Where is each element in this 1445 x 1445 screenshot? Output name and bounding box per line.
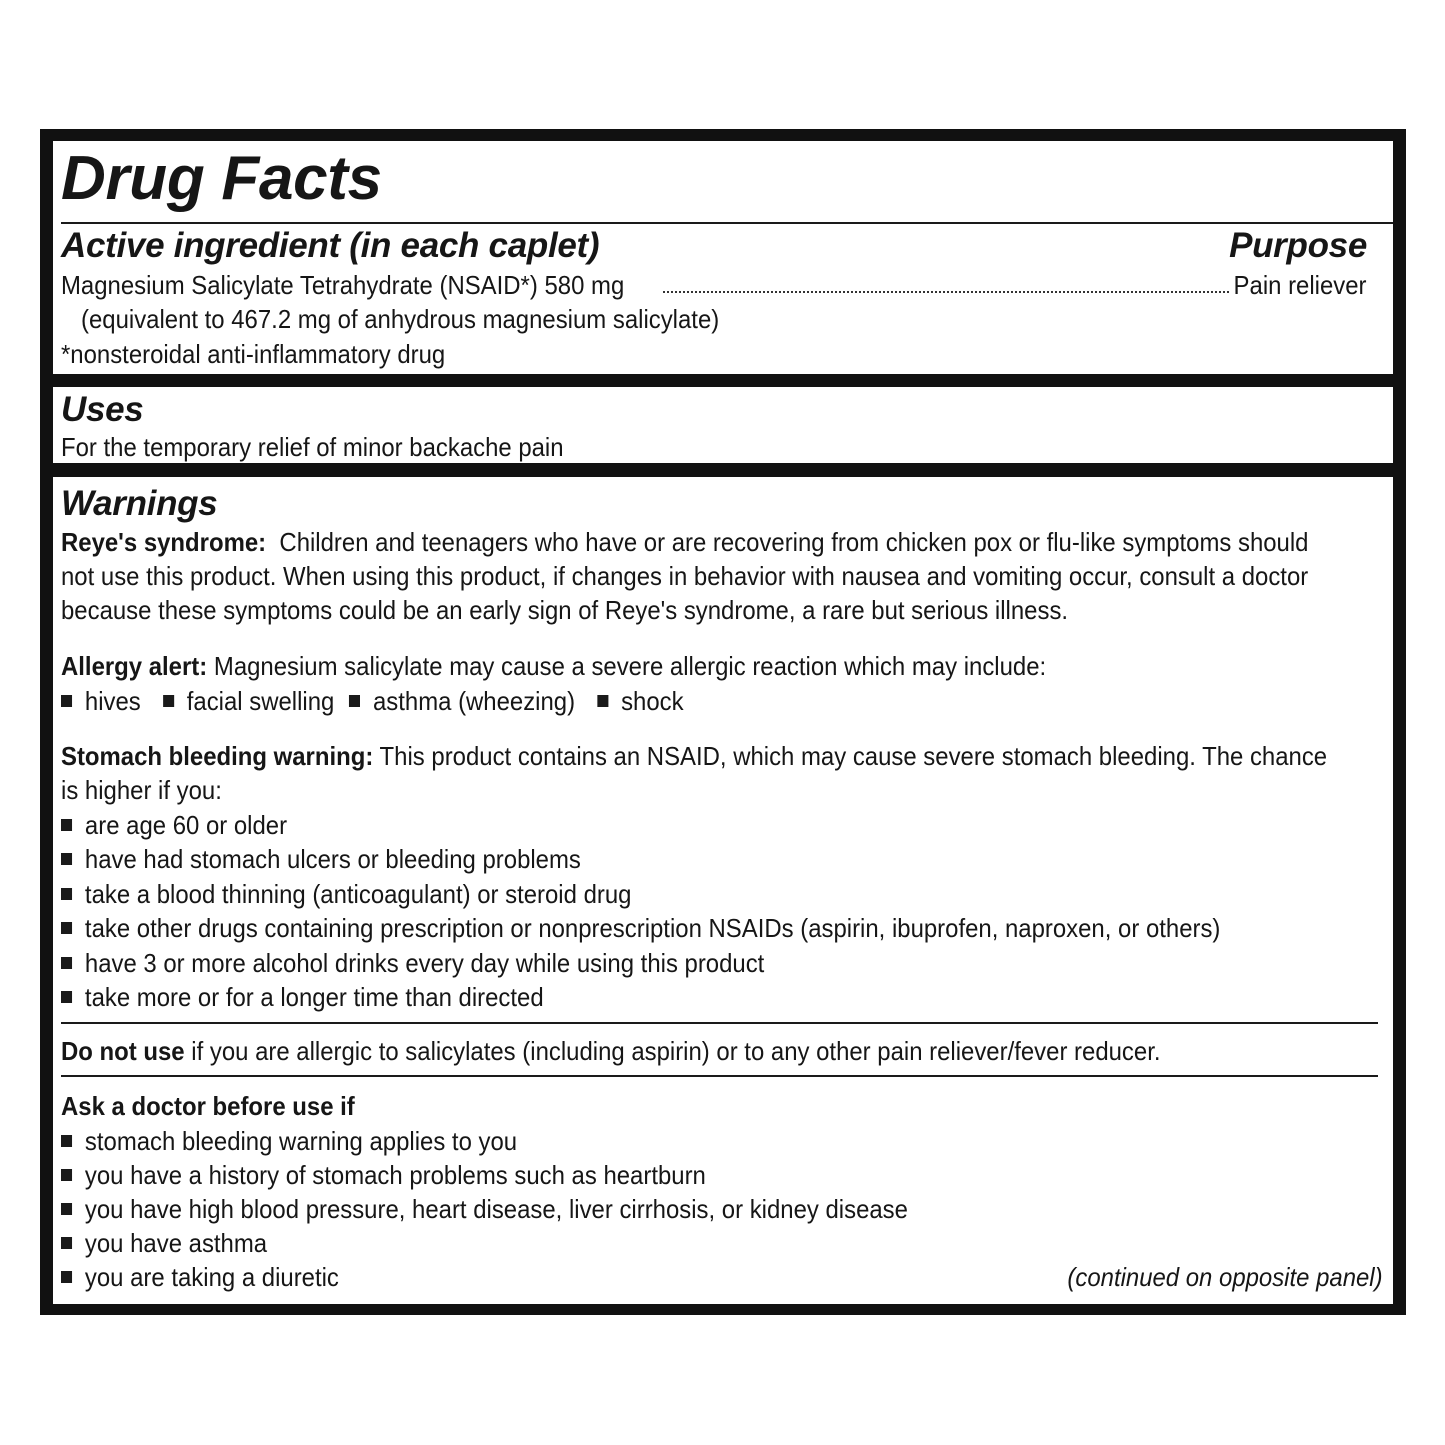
purpose-heading: Purpose — [1229, 226, 1367, 265]
allergy-items — [61, 684, 684, 718]
list-item: shock — [621, 686, 684, 716]
do-not-use: Do not use if you are allergic to salicylates (including aspirin) or to any other pain reliever/fever reducer. — [61, 1036, 1161, 1066]
nsaid-footnote: *nonsteroidal anti-inflammatory drug — [61, 339, 446, 369]
reyes-line-3: because these symptoms could be an early sign of Reye's syndrome, a rare but serious illness. — [61, 595, 1069, 625]
list-item: have 3 or more alcohol drinks every day while using this product — [61, 946, 764, 980]
bullet-icon — [61, 922, 72, 934]
drug-facts-label — [40, 129, 1406, 1315]
bullet-icon — [61, 819, 72, 831]
stomach-warning-line-1: Stomach bleeding warning: This product contains an NSAID, which may cause severe stomach bleeding. The chance — [61, 741, 1328, 771]
list-item: take a blood thinning (anticoagulant) or steroid drug — [61, 877, 631, 911]
do-not-use-label: Do not use — [61, 1036, 185, 1066]
title-divider — [61, 222, 1393, 224]
list-item: you are taking a diuretic — [61, 1260, 339, 1294]
list-item: you have asthma — [61, 1226, 267, 1260]
list-item: asthma (wheezing) — [372, 686, 576, 716]
reyes-line-2: not use this product. When using this product, if changes in behavior with nausea and vomiting occur, consult a doctor — [61, 561, 1309, 591]
section-divider — [61, 1022, 1378, 1024]
bullet-icon — [61, 1271, 72, 1283]
ingredient-purpose: Pain reliever — [1234, 270, 1367, 300]
allergy-alert: Allergy alert: Magnesium salicylate may cause a severe allergic reaction which may include: — [61, 651, 1047, 681]
bullet-icon — [61, 957, 72, 969]
bullet-icon — [597, 695, 608, 707]
warnings-panel — [53, 477, 1393, 1304]
reyes-label: Reye's syndrome: — [61, 527, 267, 557]
bullet-icon — [61, 1169, 72, 1181]
stomach-warning-line-2: is higher if you: — [61, 775, 222, 805]
warnings-heading: Warnings — [61, 484, 218, 523]
active-ingredient-panel — [53, 141, 1393, 374]
bullet-icon — [61, 888, 72, 900]
drug-facts-title: Drug Facts — [61, 144, 382, 213]
ingredient-name: Magnesium Salicylate Tetrahydrate (NSAID*) 580 mg — [61, 270, 625, 300]
list-item: have had stomach ulcers or bleeding problems — [61, 842, 581, 876]
allergy-label: Allergy alert: — [61, 651, 208, 681]
list-item: take other drugs containing prescription or nonprescription NSAIDs (aspirin, ibuprofen, naproxen, or others) — [61, 911, 1220, 945]
bullet-icon — [349, 695, 360, 707]
ask-doctor-heading: Ask a doctor before use if — [61, 1091, 355, 1121]
reyes-line-1: Reye's syndrome: Children and teenagers who have or are recovering from chicken pox or flu-like symptoms should — [61, 527, 1309, 557]
uses-heading: Uses — [61, 390, 144, 429]
list-item: take more or for a longer time than directed — [61, 980, 544, 1014]
list-item: facial swelling — [186, 686, 335, 716]
bullet-icon — [61, 1203, 72, 1215]
bullet-icon — [61, 695, 72, 707]
ingredient-equivalent: (equivalent to 467.2 mg of anhydrous magnesium salicylate) — [81, 304, 720, 334]
bullet-icon — [61, 853, 72, 865]
active-ingredient-heading: Active ingredient (in each caplet) — [61, 226, 600, 265]
list-item: you have high blood pressure, heart disease, liver cirrhosis, or kidney disease — [61, 1192, 908, 1226]
bullet-icon — [163, 695, 174, 707]
list-item: stomach bleeding warning applies to you — [61, 1124, 517, 1158]
list-item: you have a history of stomach problems such as heartburn — [61, 1158, 706, 1192]
dot-leader — [663, 291, 1229, 293]
uses-panel — [53, 387, 1393, 463]
section-divider — [61, 1075, 1378, 1077]
list-item: hives — [84, 686, 141, 716]
continued-note: (continued on opposite panel) — [1067, 1262, 1383, 1292]
uses-text: For the temporary relief of minor backache pain — [61, 432, 564, 462]
bullet-icon — [61, 991, 72, 1003]
stomach-label: Stomach bleeding warning: — [61, 741, 374, 771]
bullet-icon — [61, 1237, 72, 1249]
bullet-icon — [61, 1135, 72, 1147]
list-item: are age 60 or older — [61, 808, 287, 842]
